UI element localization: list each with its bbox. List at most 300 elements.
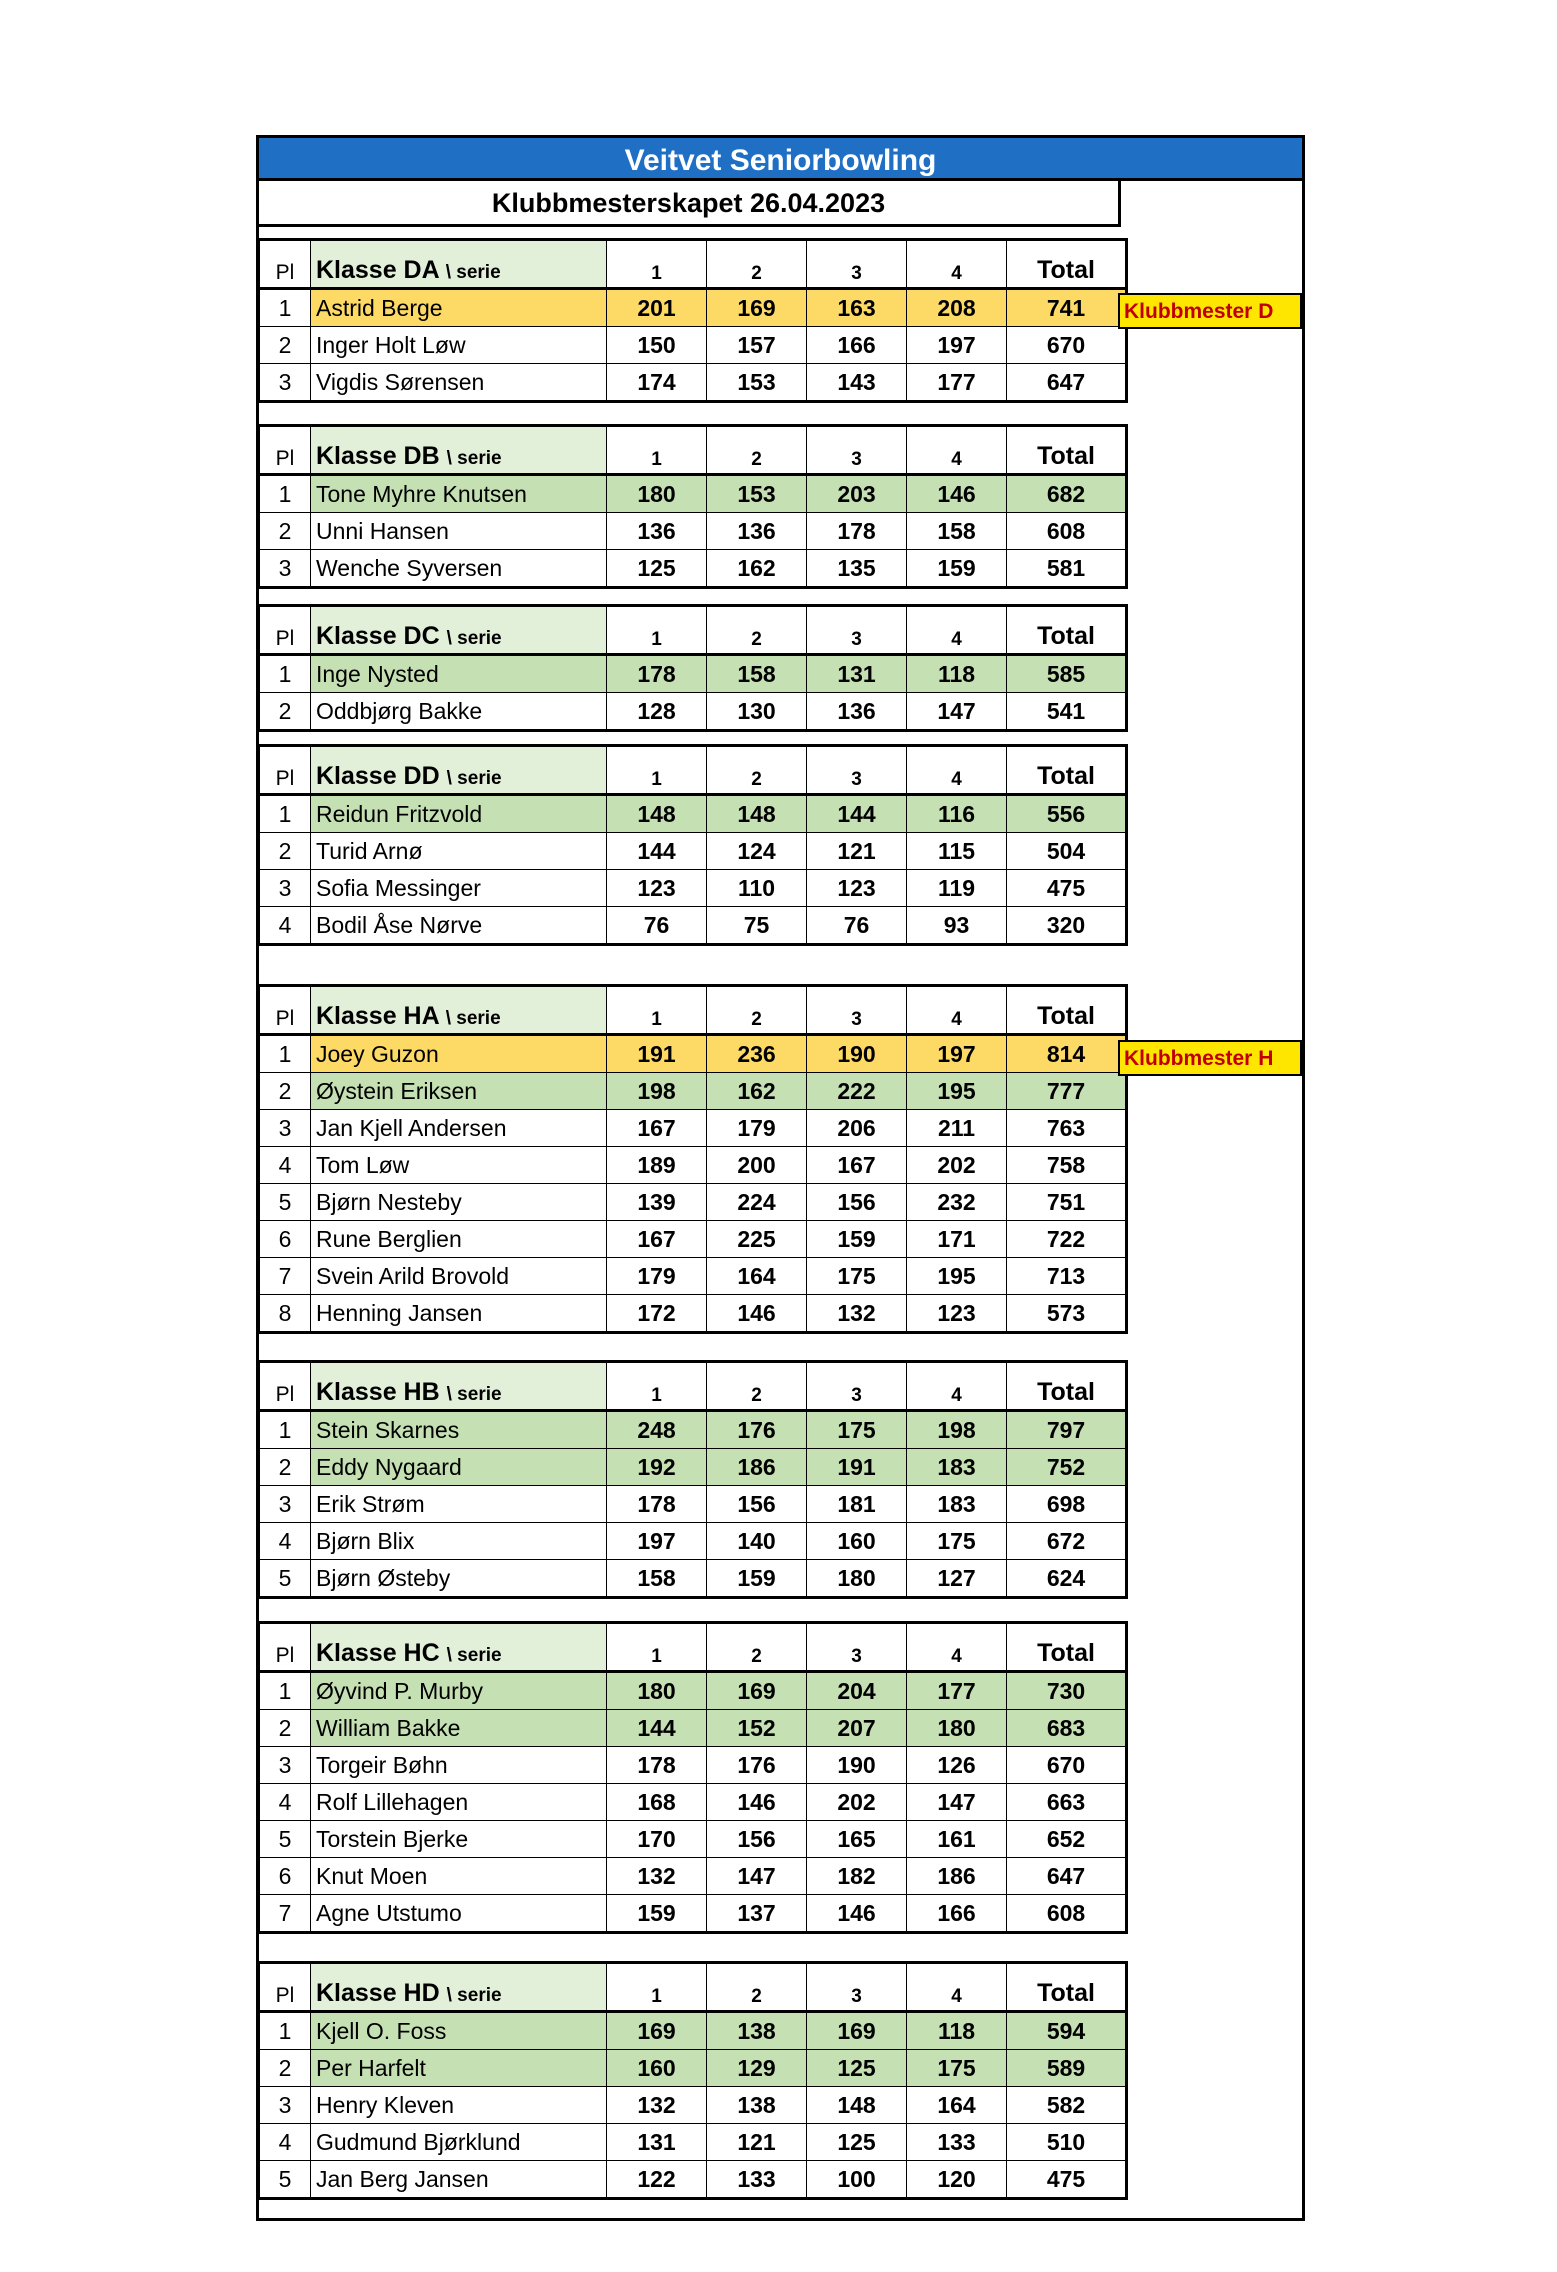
header-placement: Pl xyxy=(260,986,311,1035)
game-1-cell: 189 xyxy=(607,1147,707,1184)
total-cell: 652 xyxy=(1007,1821,1127,1858)
header-total: Total xyxy=(1007,1623,1127,1672)
game-1-cell: 192 xyxy=(607,1449,707,1486)
game-4-cell: 183 xyxy=(907,1486,1007,1523)
placement-cell: 3 xyxy=(260,870,311,907)
game-3-cell: 125 xyxy=(807,2050,907,2087)
total-cell: 647 xyxy=(1007,364,1127,402)
player-name-cell: Erik Strøm xyxy=(311,1486,607,1523)
header-game-4: 4 xyxy=(907,606,1007,655)
total-cell: 683 xyxy=(1007,1710,1127,1747)
placement-cell: 2 xyxy=(260,1073,311,1110)
game-2-cell: 157 xyxy=(707,327,807,364)
game-3-cell: 76 xyxy=(807,907,907,945)
game-1-cell: 174 xyxy=(607,364,707,402)
player-name-cell: Gudmund Bjørklund xyxy=(311,2124,607,2161)
player-name-cell: Svein Arild Brovold xyxy=(311,1258,607,1295)
table-row xyxy=(260,1295,1127,1333)
game-2-cell: 164 xyxy=(707,1258,807,1295)
serie-label: \ serie xyxy=(445,262,501,283)
game-4-cell: 159 xyxy=(907,550,1007,588)
total-cell: 670 xyxy=(1007,327,1127,364)
game-3-cell: 143 xyxy=(807,364,907,402)
game-2-cell: 121 xyxy=(707,2124,807,2161)
game-2-cell: 148 xyxy=(707,795,807,833)
placement-cell: 1 xyxy=(260,655,311,693)
table-row xyxy=(260,1672,1127,1710)
game-3-cell: 156 xyxy=(807,1184,907,1221)
game-1-cell: 169 xyxy=(607,2012,707,2050)
game-1-cell: 132 xyxy=(607,1858,707,1895)
total-cell: 581 xyxy=(1007,550,1127,588)
total-cell: 741 xyxy=(1007,289,1127,327)
table-row xyxy=(260,1411,1127,1449)
game-3-cell: 166 xyxy=(807,327,907,364)
game-1-cell: 122 xyxy=(607,2161,707,2199)
game-4-cell: 202 xyxy=(907,1147,1007,1184)
table-row xyxy=(260,2087,1127,2124)
header-game-2: 2 xyxy=(707,746,807,795)
game-3-cell: 125 xyxy=(807,2124,907,2161)
total-cell: 582 xyxy=(1007,2087,1127,2124)
table-row xyxy=(260,1147,1127,1184)
header-game-4: 4 xyxy=(907,240,1007,289)
game-4-cell: 175 xyxy=(907,2050,1007,2087)
header-game-4: 4 xyxy=(907,1362,1007,1411)
game-3-cell: 178 xyxy=(807,513,907,550)
header-total: Total xyxy=(1007,426,1127,475)
game-1-cell: 159 xyxy=(607,1895,707,1933)
total-cell: 647 xyxy=(1007,1858,1127,1895)
game-4-cell: 126 xyxy=(907,1747,1007,1784)
game-1-cell: 172 xyxy=(607,1295,707,1333)
game-1-cell: 191 xyxy=(607,1035,707,1073)
table-row xyxy=(260,1258,1127,1295)
class-name: Klasse HD xyxy=(316,1979,440,2007)
total-cell: 608 xyxy=(1007,1895,1127,1933)
player-name-cell: Turid Arnø xyxy=(311,833,607,870)
header-game-1: 1 xyxy=(607,240,707,289)
table-row xyxy=(260,833,1127,870)
serie-label: \ serie xyxy=(446,448,502,469)
game-3-cell: 202 xyxy=(807,1784,907,1821)
header-game-1: 1 xyxy=(607,606,707,655)
player-name-cell: Jan Berg Jansen xyxy=(311,2161,607,2199)
game-2-cell: 224 xyxy=(707,1184,807,1221)
header-game-2: 2 xyxy=(707,606,807,655)
class-name: Klasse DB xyxy=(316,442,440,470)
player-name-cell: Stein Skarnes xyxy=(311,1411,607,1449)
game-1-cell: 168 xyxy=(607,1784,707,1821)
player-name-cell: Jan Kjell Andersen xyxy=(311,1110,607,1147)
total-cell: 713 xyxy=(1007,1258,1127,1295)
player-name-cell: Øyvind P. Murby xyxy=(311,1672,607,1710)
class-name: Klasse HC xyxy=(316,1639,440,1667)
class-name-header xyxy=(311,1963,607,2012)
placement-cell: 5 xyxy=(260,1184,311,1221)
table-row xyxy=(260,907,1127,945)
game-4-cell: 195 xyxy=(907,1073,1007,1110)
game-2-cell: 152 xyxy=(707,1710,807,1747)
game-3-cell: 132 xyxy=(807,1295,907,1333)
table-row xyxy=(260,1821,1127,1858)
header-placement: Pl xyxy=(260,426,311,475)
placement-cell: 3 xyxy=(260,2087,311,2124)
serie-label: \ serie xyxy=(446,1645,502,1666)
total-cell: 320 xyxy=(1007,907,1127,945)
game-2-cell: 138 xyxy=(707,2012,807,2050)
player-name-cell: Sofia Messinger xyxy=(311,870,607,907)
game-3-cell: 163 xyxy=(807,289,907,327)
game-2-cell: 153 xyxy=(707,364,807,402)
header-game-1: 1 xyxy=(607,1362,707,1411)
total-cell: 670 xyxy=(1007,1747,1127,1784)
table-row xyxy=(260,550,1127,588)
class-table xyxy=(259,1621,1121,1934)
game-3-cell: 175 xyxy=(807,1411,907,1449)
total-cell: 722 xyxy=(1007,1221,1127,1258)
header-placement: Pl xyxy=(260,1963,311,2012)
player-name-cell: Unni Hansen xyxy=(311,513,607,550)
game-4-cell: 197 xyxy=(907,327,1007,364)
game-3-cell: 190 xyxy=(807,1747,907,1784)
class-table xyxy=(259,1360,1121,1599)
game-2-cell: 176 xyxy=(707,1411,807,1449)
total-cell: 504 xyxy=(1007,833,1127,870)
class-name-header xyxy=(311,426,607,475)
game-1-cell: 132 xyxy=(607,2087,707,2124)
class-name-header xyxy=(311,606,607,655)
game-2-cell: 169 xyxy=(707,289,807,327)
placement-cell: 1 xyxy=(260,1035,311,1073)
total-cell: 763 xyxy=(1007,1110,1127,1147)
table-row xyxy=(260,513,1127,550)
player-name-cell: Reidun Fritzvold xyxy=(311,795,607,833)
player-name-cell: Inge Nysted xyxy=(311,655,607,693)
table-row xyxy=(260,2124,1127,2161)
game-1-cell: 125 xyxy=(607,550,707,588)
page-title: Veitvet Seniorbowling xyxy=(259,138,1302,181)
game-1-cell: 139 xyxy=(607,1184,707,1221)
table-row xyxy=(260,475,1127,513)
serie-label: \ serie xyxy=(446,628,502,649)
game-1-cell: 144 xyxy=(607,1710,707,1747)
placement-cell: 1 xyxy=(260,2012,311,2050)
game-4-cell: 118 xyxy=(907,655,1007,693)
game-4-cell: 198 xyxy=(907,1411,1007,1449)
game-1-cell: 180 xyxy=(607,475,707,513)
total-cell: 797 xyxy=(1007,1411,1127,1449)
results-sheet xyxy=(256,135,1305,2221)
placement-cell: 4 xyxy=(260,1784,311,1821)
game-1-cell: 170 xyxy=(607,1821,707,1858)
table-row xyxy=(260,1710,1127,1747)
header-game-3: 3 xyxy=(807,1963,907,2012)
placement-cell: 3 xyxy=(260,1747,311,1784)
placement-cell: 2 xyxy=(260,1449,311,1486)
placement-cell: 4 xyxy=(260,2124,311,2161)
header-placement: Pl xyxy=(260,1623,311,1672)
game-1-cell: 178 xyxy=(607,1747,707,1784)
total-cell: 730 xyxy=(1007,1672,1127,1710)
class-name: Klasse HB xyxy=(316,1378,440,1406)
placement-cell: 5 xyxy=(260,1821,311,1858)
game-2-cell: 156 xyxy=(707,1821,807,1858)
game-2-cell: 200 xyxy=(707,1147,807,1184)
game-1-cell: 180 xyxy=(607,1672,707,1710)
placement-cell: 1 xyxy=(260,475,311,513)
total-cell: 608 xyxy=(1007,513,1127,550)
player-name-cell: Astrid Berge xyxy=(311,289,607,327)
placement-cell: 1 xyxy=(260,795,311,833)
placement-cell: 8 xyxy=(260,1295,311,1333)
player-name-cell: Joey Guzon xyxy=(311,1035,607,1073)
game-3-cell: 167 xyxy=(807,1147,907,1184)
game-3-cell: 165 xyxy=(807,1821,907,1858)
game-2-cell: 153 xyxy=(707,475,807,513)
game-1-cell: 131 xyxy=(607,2124,707,2161)
table-row xyxy=(260,1747,1127,1784)
table-row xyxy=(260,1486,1127,1523)
game-2-cell: 75 xyxy=(707,907,807,945)
game-1-cell: 144 xyxy=(607,833,707,870)
placement-cell: 1 xyxy=(260,1672,311,1710)
table-header-row xyxy=(260,986,1127,1035)
header-game-3: 3 xyxy=(807,746,907,795)
class-table xyxy=(259,238,1121,403)
header-game-2: 2 xyxy=(707,1623,807,1672)
game-4-cell: 175 xyxy=(907,1523,1007,1560)
player-name-cell: Kjell O. Foss xyxy=(311,2012,607,2050)
table-header-row xyxy=(260,606,1127,655)
placement-cell: 5 xyxy=(260,2161,311,2199)
placement-cell: 2 xyxy=(260,693,311,731)
game-4-cell: 93 xyxy=(907,907,1007,945)
game-2-cell: 129 xyxy=(707,2050,807,2087)
header-game-3: 3 xyxy=(807,606,907,655)
header-game-4: 4 xyxy=(907,426,1007,475)
class-name-header xyxy=(311,1362,607,1411)
placement-cell: 2 xyxy=(260,513,311,550)
placement-cell: 2 xyxy=(260,2050,311,2087)
header-game-4: 4 xyxy=(907,1963,1007,2012)
player-name-cell: Rolf Lillehagen xyxy=(311,1784,607,1821)
table-header-row xyxy=(260,746,1127,795)
game-2-cell: 179 xyxy=(707,1110,807,1147)
game-4-cell: 146 xyxy=(907,475,1007,513)
game-1-cell: 178 xyxy=(607,1486,707,1523)
player-name-cell: Henry Kleven xyxy=(311,2087,607,2124)
game-4-cell: 208 xyxy=(907,289,1007,327)
game-2-cell: 159 xyxy=(707,1560,807,1598)
class-name: Klasse HA xyxy=(316,1002,439,1030)
game-1-cell: 123 xyxy=(607,870,707,907)
game-3-cell: 123 xyxy=(807,870,907,907)
game-3-cell: 135 xyxy=(807,550,907,588)
total-cell: 663 xyxy=(1007,1784,1127,1821)
table-row xyxy=(260,2012,1127,2050)
placement-cell: 1 xyxy=(260,289,311,327)
player-name-cell: Per Harfelt xyxy=(311,2050,607,2087)
game-1-cell: 248 xyxy=(607,1411,707,1449)
total-cell: 698 xyxy=(1007,1486,1127,1523)
game-1-cell: 178 xyxy=(607,655,707,693)
player-name-cell: Bodil Åse Nørve xyxy=(311,907,607,945)
game-3-cell: 131 xyxy=(807,655,907,693)
game-1-cell: 128 xyxy=(607,693,707,731)
class-name-header xyxy=(311,986,607,1035)
game-2-cell: 156 xyxy=(707,1486,807,1523)
header-total: Total xyxy=(1007,240,1127,289)
player-name-cell: Henning Jansen xyxy=(311,1295,607,1333)
game-3-cell: 222 xyxy=(807,1073,907,1110)
placement-cell: 7 xyxy=(260,1895,311,1933)
player-name-cell: Tom Løw xyxy=(311,1147,607,1184)
header-placement: Pl xyxy=(260,746,311,795)
game-2-cell: 225 xyxy=(707,1221,807,1258)
player-name-cell: Bjørn Nesteby xyxy=(311,1184,607,1221)
champion-label-d: Klubbmester D xyxy=(1118,293,1302,329)
total-cell: 594 xyxy=(1007,2012,1127,2050)
header-game-3: 3 xyxy=(807,240,907,289)
game-2-cell: 147 xyxy=(707,1858,807,1895)
player-name-cell: Bjørn Østeby xyxy=(311,1560,607,1598)
game-1-cell: 150 xyxy=(607,327,707,364)
game-2-cell: 110 xyxy=(707,870,807,907)
total-cell: 556 xyxy=(1007,795,1127,833)
game-3-cell: 148 xyxy=(807,2087,907,2124)
game-3-cell: 191 xyxy=(807,1449,907,1486)
class-name-header xyxy=(311,746,607,795)
table-row xyxy=(260,1560,1127,1598)
game-4-cell: 166 xyxy=(907,1895,1007,1933)
game-1-cell: 167 xyxy=(607,1110,707,1147)
game-2-cell: 136 xyxy=(707,513,807,550)
game-2-cell: 133 xyxy=(707,2161,807,2199)
header-game-1: 1 xyxy=(607,986,707,1035)
game-3-cell: 160 xyxy=(807,1523,907,1560)
placement-cell: 3 xyxy=(260,364,311,402)
header-game-4: 4 xyxy=(907,746,1007,795)
total-cell: 672 xyxy=(1007,1523,1127,1560)
header-total: Total xyxy=(1007,606,1127,655)
game-4-cell: 197 xyxy=(907,1035,1007,1073)
placement-cell: 2 xyxy=(260,327,311,364)
placement-cell: 2 xyxy=(260,833,311,870)
table-row xyxy=(260,2161,1127,2199)
game-2-cell: 137 xyxy=(707,1895,807,1933)
serie-label: \ serie xyxy=(446,1384,502,1405)
header-game-1: 1 xyxy=(607,1963,707,2012)
game-1-cell: 148 xyxy=(607,795,707,833)
game-4-cell: 120 xyxy=(907,2161,1007,2199)
total-cell: 682 xyxy=(1007,475,1127,513)
game-2-cell: 236 xyxy=(707,1035,807,1073)
header-game-3: 3 xyxy=(807,1623,907,1672)
total-cell: 589 xyxy=(1007,2050,1127,2087)
player-name-cell: Agne Utstumo xyxy=(311,1895,607,1933)
header-placement: Pl xyxy=(260,606,311,655)
game-4-cell: 118 xyxy=(907,2012,1007,2050)
game-4-cell: 211 xyxy=(907,1110,1007,1147)
game-2-cell: 140 xyxy=(707,1523,807,1560)
total-cell: 541 xyxy=(1007,693,1127,731)
game-4-cell: 195 xyxy=(907,1258,1007,1295)
total-cell: 758 xyxy=(1007,1147,1127,1184)
player-name-cell: Torstein Bjerke xyxy=(311,1821,607,1858)
table-row xyxy=(260,2050,1127,2087)
table-row xyxy=(260,655,1127,693)
placement-cell: 4 xyxy=(260,907,311,945)
player-name-cell: Oddbjørg Bakke xyxy=(311,693,607,731)
header-game-1: 1 xyxy=(607,1623,707,1672)
header-game-2: 2 xyxy=(707,1362,807,1411)
game-4-cell: 177 xyxy=(907,364,1007,402)
placement-cell: 2 xyxy=(260,1710,311,1747)
game-2-cell: 169 xyxy=(707,1672,807,1710)
game-4-cell: 158 xyxy=(907,513,1007,550)
header-placement: Pl xyxy=(260,1362,311,1411)
game-2-cell: 146 xyxy=(707,1784,807,1821)
table-row xyxy=(260,1035,1127,1073)
game-1-cell: 158 xyxy=(607,1560,707,1598)
game-2-cell: 158 xyxy=(707,655,807,693)
total-cell: 573 xyxy=(1007,1295,1127,1333)
serie-label: \ serie xyxy=(446,1985,502,2006)
header-game-1: 1 xyxy=(607,746,707,795)
table-row xyxy=(260,289,1127,327)
header-game-3: 3 xyxy=(807,986,907,1035)
class-table xyxy=(259,424,1121,589)
class-name: Klasse DD xyxy=(316,762,440,790)
table-header-row xyxy=(260,1362,1127,1411)
game-4-cell: 164 xyxy=(907,2087,1007,2124)
game-1-cell: 201 xyxy=(607,289,707,327)
player-name-cell: Vigdis Sørensen xyxy=(311,364,607,402)
player-name-cell: Torgeir Bøhn xyxy=(311,1747,607,1784)
game-1-cell: 198 xyxy=(607,1073,707,1110)
placement-cell: 6 xyxy=(260,1858,311,1895)
class-name: Klasse DA xyxy=(316,256,439,284)
header-game-3: 3 xyxy=(807,1362,907,1411)
player-name-cell: Rune Berglien xyxy=(311,1221,607,1258)
game-4-cell: 180 xyxy=(907,1710,1007,1747)
placement-cell: 5 xyxy=(260,1560,311,1598)
header-game-1: 1 xyxy=(607,426,707,475)
placement-cell: 1 xyxy=(260,1411,311,1449)
game-4-cell: 147 xyxy=(907,1784,1007,1821)
table-header-row xyxy=(260,1623,1127,1672)
game-4-cell: 232 xyxy=(907,1184,1007,1221)
header-game-4: 4 xyxy=(907,986,1007,1035)
header-game-2: 2 xyxy=(707,986,807,1035)
game-4-cell: 123 xyxy=(907,1295,1007,1333)
total-cell: 751 xyxy=(1007,1184,1127,1221)
game-4-cell: 127 xyxy=(907,1560,1007,1598)
table-row xyxy=(260,1523,1127,1560)
game-3-cell: 121 xyxy=(807,833,907,870)
game-4-cell: 171 xyxy=(907,1221,1007,1258)
game-3-cell: 190 xyxy=(807,1035,907,1073)
header-game-2: 2 xyxy=(707,240,807,289)
player-name-cell: Wenche Syversen xyxy=(311,550,607,588)
total-cell: 814 xyxy=(1007,1035,1127,1073)
header-game-2: 2 xyxy=(707,1963,807,2012)
class-table xyxy=(259,984,1121,1334)
game-3-cell: 180 xyxy=(807,1560,907,1598)
placement-cell: 3 xyxy=(260,1486,311,1523)
game-3-cell: 207 xyxy=(807,1710,907,1747)
